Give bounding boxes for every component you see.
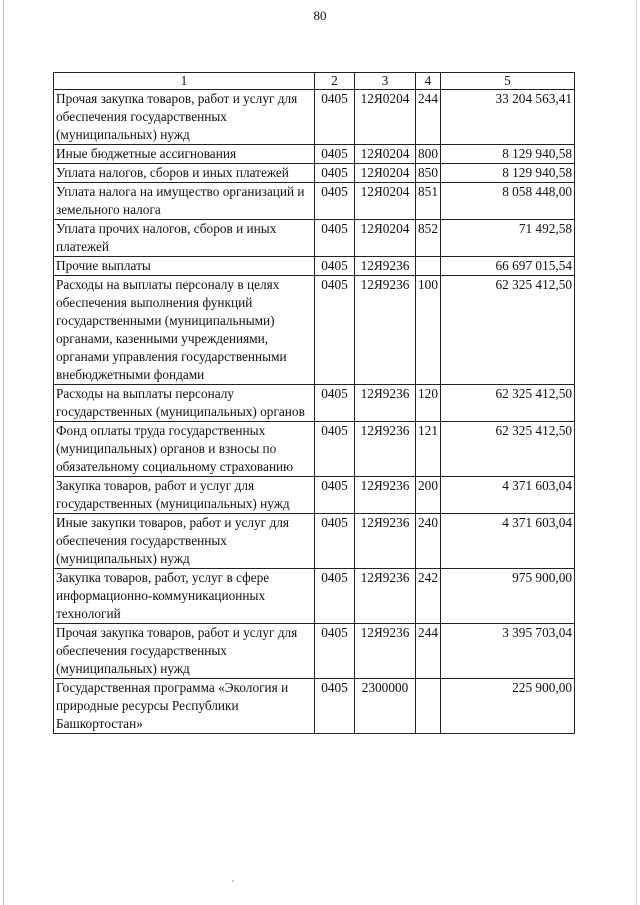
row-target-code: 12Я0204 (355, 183, 416, 220)
row-target-code: 12Я9236 (355, 276, 416, 385)
row-target-code: 12Я0204 (355, 164, 416, 183)
scan-speck (232, 880, 234, 882)
row-section-code: 0405 (315, 164, 355, 183)
table-row (54, 514, 575, 569)
row-expense-type: 852 (416, 220, 441, 257)
row-expense-type: 121 (416, 422, 441, 477)
row-name: Уплата налогов, сборов и иных платежей (54, 164, 315, 183)
table-row (54, 164, 575, 183)
row-section-code: 0405 (315, 183, 355, 220)
table-row (54, 90, 575, 145)
row-target-code: 12Я9236 (355, 624, 416, 679)
row-expense-type: 850 (416, 164, 441, 183)
budget-table (53, 72, 575, 734)
row-target-code: 12Я0204 (355, 90, 416, 145)
row-name: Прочие выплаты (54, 257, 315, 276)
row-amount: 975 900,00 (441, 569, 575, 624)
row-name: Уплата налога на имущество организаций и земельного налога (54, 183, 315, 220)
row-expense-type: 800 (416, 145, 441, 164)
row-expense-type: 851 (416, 183, 441, 220)
row-target-code: 12Я9236 (355, 385, 416, 422)
row-section-code: 0405 (315, 624, 355, 679)
row-amount: 33 204 563,41 (441, 90, 575, 145)
table-row (54, 624, 575, 679)
row-name: Государственная программа «Экология и природные ресурсы Республики Башкортостан» (54, 679, 315, 734)
table-row (54, 385, 575, 422)
header-col-1: 1 (54, 73, 315, 90)
row-name: Расходы на выплаты персоналу в целях обеспечения выполнения функций государственными (муниципальными) органами, казенными учреждениями, органами управления государственными внебюджетными фондами (54, 276, 315, 385)
row-amount: 8 058 448,00 (441, 183, 575, 220)
header-col-2: 2 (315, 73, 355, 90)
row-target-code: 12Я9236 (355, 422, 416, 477)
table-row (54, 477, 575, 514)
row-expense-type: 242 (416, 569, 441, 624)
budget-table-body (54, 73, 575, 734)
row-expense-type: 244 (416, 624, 441, 679)
row-amount: 3 395 703,04 (441, 624, 575, 679)
header-col-5: 5 (441, 73, 575, 90)
row-section-code: 0405 (315, 220, 355, 257)
row-name: Закупка товаров, работ и услуг для государственных (муниципальных) нужд (54, 477, 315, 514)
table-row (54, 679, 575, 734)
table-row (54, 145, 575, 164)
row-section-code: 0405 (315, 477, 355, 514)
row-section-code: 0405 (315, 422, 355, 477)
row-amount: 4 371 603,04 (441, 477, 575, 514)
table-row (54, 422, 575, 477)
row-expense-type (416, 257, 441, 276)
row-name: Прочая закупка товаров, работ и услуг для обеспечения государственных (муниципальных) нужд (54, 90, 315, 145)
row-target-code: 12Я9236 (355, 477, 416, 514)
row-amount: 225 900,00 (441, 679, 575, 734)
row-section-code: 0405 (315, 276, 355, 385)
row-target-code: 12Я0204 (355, 220, 416, 257)
page-edge-left (3, 0, 4, 905)
row-amount: 8 129 940,58 (441, 145, 575, 164)
row-target-code: 12Я0204 (355, 145, 416, 164)
page-number: 80 (313, 8, 327, 23)
row-name: Закупка товаров, работ, услуг в сфере информационно-коммуникационных технологий (54, 569, 315, 624)
row-amount: 62 325 412,50 (441, 422, 575, 477)
row-amount: 71 492,58 (441, 220, 575, 257)
table-row (54, 569, 575, 624)
row-section-code: 0405 (315, 679, 355, 734)
row-target-code: 12Я9236 (355, 514, 416, 569)
header-col-4: 4 (416, 73, 441, 90)
table-header-row (54, 73, 575, 90)
table-row (54, 183, 575, 220)
page-edge-right (636, 0, 637, 905)
row-target-code: 12Я9236 (355, 257, 416, 276)
row-amount: 66 697 015,54 (441, 257, 575, 276)
row-expense-type: 200 (416, 477, 441, 514)
row-expense-type: 240 (416, 514, 441, 569)
row-amount: 62 325 412,50 (441, 276, 575, 385)
row-name: Иные бюджетные ассигнования (54, 145, 315, 164)
row-expense-type: 244 (416, 90, 441, 145)
row-section-code: 0405 (315, 385, 355, 422)
row-amount: 62 325 412,50 (441, 385, 575, 422)
row-target-code: 12Я9236 (355, 569, 416, 624)
row-section-code: 0405 (315, 90, 355, 145)
table-row (54, 276, 575, 385)
row-name: Расходы на выплаты персоналу государственных (муниципальных) органов (54, 385, 315, 422)
row-name: Прочая закупка товаров, работ и услуг для обеспечения государственных (муниципальных) нужд (54, 624, 315, 679)
row-section-code: 0405 (315, 257, 355, 276)
row-section-code: 0405 (315, 569, 355, 624)
row-name: Уплата прочих налогов, сборов и иных платежей (54, 220, 315, 257)
row-amount: 8 129 940,58 (441, 164, 575, 183)
row-name: Фонд оплаты труда государственных (муниципальных) органов и взносы по обязательному социальному страхованию (54, 422, 315, 477)
row-section-code: 0405 (315, 145, 355, 164)
row-target-code: 2300000 (355, 679, 416, 734)
row-expense-type: 120 (416, 385, 441, 422)
table-row (54, 257, 575, 276)
header-col-3: 3 (355, 73, 416, 90)
row-amount: 4 371 603,04 (441, 514, 575, 569)
row-section-code: 0405 (315, 514, 355, 569)
row-name: Иные закупки товаров, работ и услуг для обеспечения государственных (муниципальных) нужд (54, 514, 315, 569)
row-expense-type: 100 (416, 276, 441, 385)
row-expense-type (416, 679, 441, 734)
table-row (54, 220, 575, 257)
